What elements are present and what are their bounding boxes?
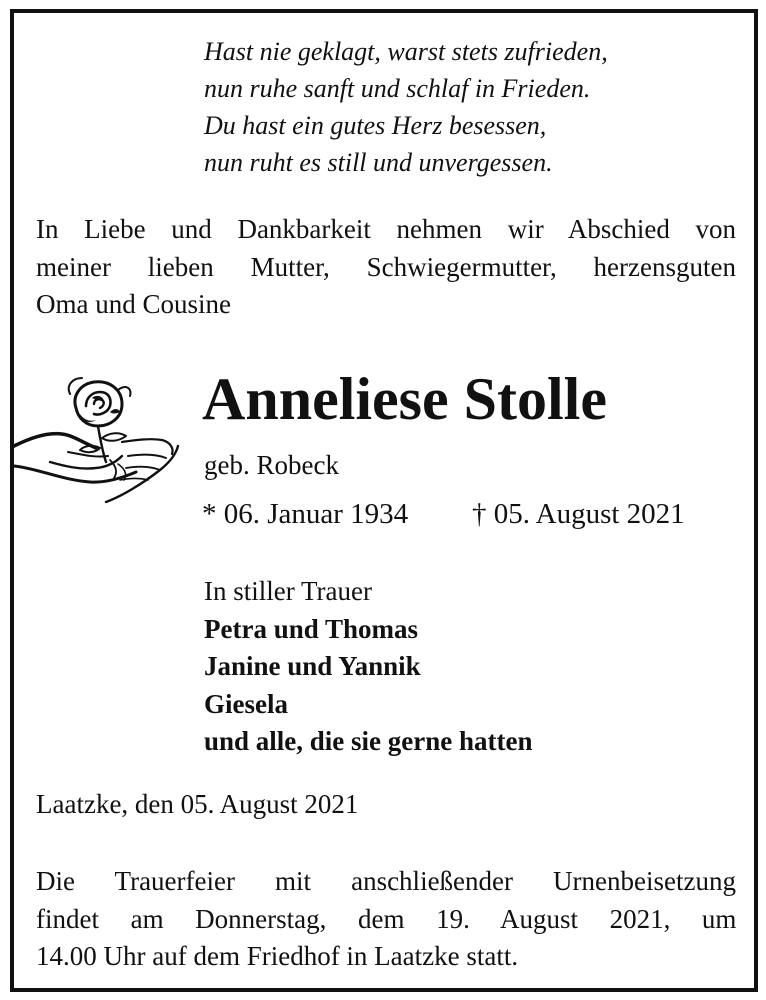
maiden-name: geb. Robeck bbox=[204, 450, 339, 480]
poem-line: Hast nie geklagt, warst stets zufrieden, bbox=[204, 37, 608, 66]
mourners-heading: In stiller Trauer bbox=[204, 576, 372, 606]
poem-line: nun ruht es still und unvergessen. bbox=[204, 148, 553, 177]
funeral-line: findet am Donnerstag, dem 19. August 2021, um bbox=[36, 903, 737, 934]
poem-line: nun ruhe sanft und schlaf in Frieden. bbox=[204, 74, 591, 103]
birth-date: * 06. Januar 1934 bbox=[202, 498, 409, 530]
mourners bbox=[204, 573, 533, 761]
mourner-name: und alle, die sie gerne hatten bbox=[204, 726, 533, 756]
mourner-name: Petra und Thomas bbox=[204, 613, 419, 644]
mourner-name: Janine und Yannik bbox=[204, 651, 421, 681]
mourner-name: Giesela bbox=[204, 688, 288, 719]
place-date: Laatzke, den 05. August 2021 bbox=[36, 789, 359, 819]
funeral-line: Die Trauerfeier mit anschließender Urnenbeisetzung bbox=[36, 866, 736, 896]
poem bbox=[204, 33, 744, 181]
intro-line: In Liebe und Dankbarkeit nehmen wir Abschied von bbox=[36, 214, 736, 244]
hands-with-rose-icon bbox=[10, 368, 182, 513]
obituary-frame bbox=[10, 9, 758, 992]
deceased-name: Anneliese Stolle bbox=[202, 366, 607, 432]
poem-line: Du hast ein gutes Herz besessen, bbox=[204, 111, 547, 140]
funeral-notice bbox=[36, 863, 736, 976]
funeral-line: 14.00 Uhr auf dem Friedhof in Laatzke statt. bbox=[36, 941, 519, 971]
intro-line: Oma und Cousine bbox=[36, 289, 231, 319]
intro-line: meiner lieben Mutter, Schwiegermutter, herzensguten bbox=[36, 251, 736, 282]
intro-text bbox=[36, 211, 736, 324]
death-date: † 05. August 2021 bbox=[472, 498, 685, 530]
